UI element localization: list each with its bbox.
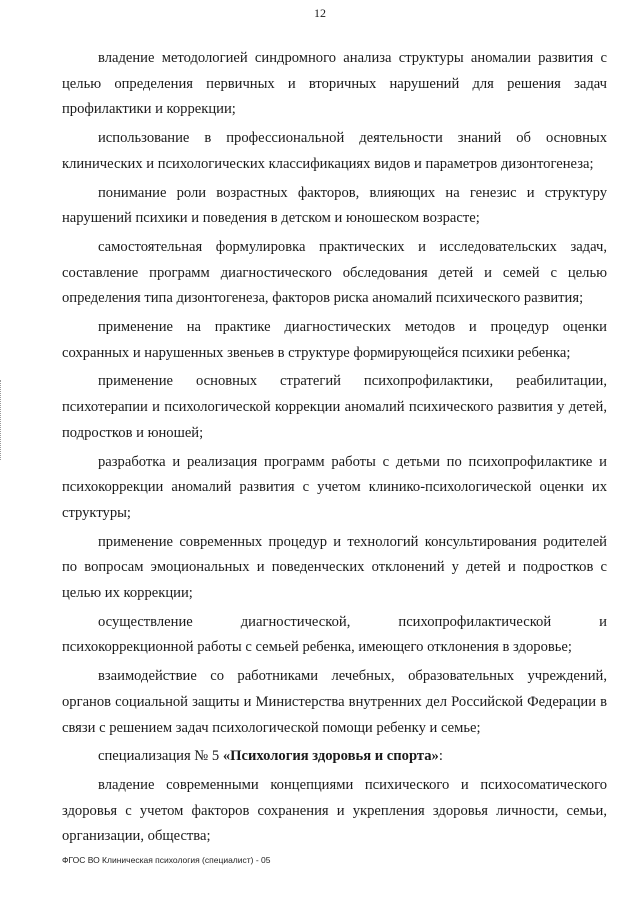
paragraph: понимание роли возрастных факторов, влияющих на генезис и структуру нарушений психики и поведения в детском и юношеском возрасте; xyxy=(62,184,607,227)
paragraph: самостоятельная формулировка практических и исследовательских задач, составление программ диагностического обследования детей и семей с целью определения типа дизонтогенеза, факторов риска аномалий психического развития; xyxy=(62,238,607,307)
paragraph: применение на практике диагностических методов и процедур оценки сохранных и нарушенных звеньев в структуре формирующейся психики ребенка; xyxy=(62,319,607,361)
specialization-heading xyxy=(62,744,607,773)
scan-edge-mark xyxy=(0,380,3,460)
document-footer: ФГОС ВО Клиническая психология (специалист) - 05 xyxy=(62,855,271,865)
specialization-suffix: : xyxy=(438,748,443,765)
paragraph: осуществление диагностической, психопрофилактической и психокоррекционной работы с семьей ребенка, имеющего отклонения в здоровье; xyxy=(62,613,607,656)
paragraph: владение методологией синдромного анализа структуры аномалии развития с целью определения первичных и вторичных нарушений для решения задач профилактики и коррекции; xyxy=(62,50,607,118)
paragraph: взаимодействие со работниками лечебных, образовательных учреждений, органов социальной защиты и Министерства внутренних дел Российской Федерации в связи с решением задач психологической помощи ребенку и семье; xyxy=(62,668,607,736)
paragraph: использование в профессиональной деятельности знаний об основных клинических и психологических классификациях видов и параметров дизонтогенеза; xyxy=(62,130,607,172)
paragraph: применение основных стратегий психопрофилактики, реабилитации, психотерапии и психологической коррекции аномалий психического развития у детей, подростков и юношей; xyxy=(62,373,607,441)
page-number: 12 xyxy=(314,6,326,20)
specialization-title: «Психология здоровья и спорта» xyxy=(222,748,439,765)
paragraph: разработка и реализация программ работы с детьми по психопрофилактике и психокоррекции аномалий развития с учетом клинико-психологической оценки их структуры; xyxy=(62,453,607,521)
document-body xyxy=(62,46,607,853)
specialization-prefix: специализация № 5 xyxy=(98,748,223,765)
paragraph: владение современными концепциями психического и психосоматического здоровья с учетом факторов сохранения и укрепления здоровья личности, семьи, организации, общества; xyxy=(62,776,607,845)
paragraph: применение современных процедур и технологий консультирования родителей по вопросам эмоциональных и поведенческих отклонений у детей и подростков с целью их коррекции; xyxy=(62,533,607,602)
